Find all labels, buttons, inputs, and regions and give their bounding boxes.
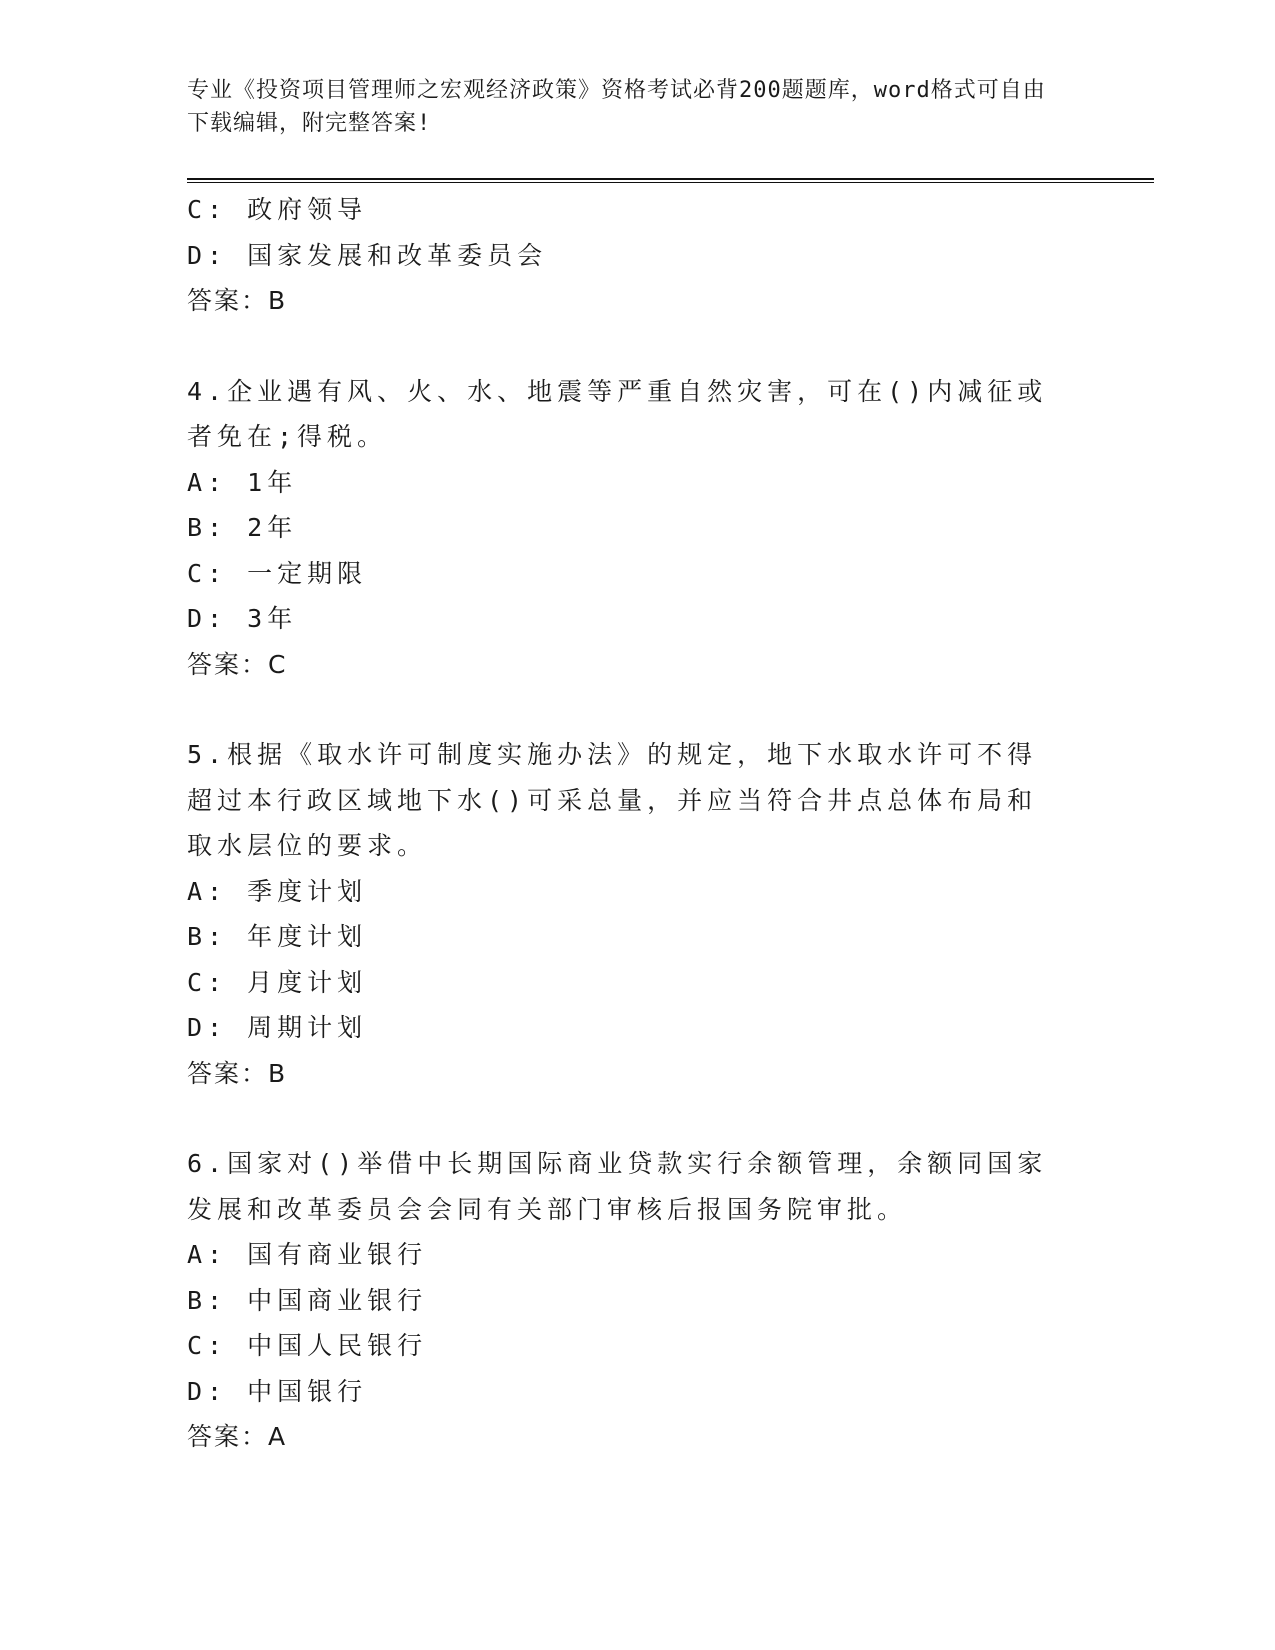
answer-line: 答案：B	[187, 286, 288, 315]
option-c: C: 月度计划	[187, 967, 368, 997]
option-c: C: 一定期限	[187, 558, 368, 588]
option-a: A: 国有商业银行	[187, 1240, 428, 1269]
option-b: B: 中国商业银行	[187, 1285, 428, 1315]
option-b: B: 2年	[187, 513, 298, 542]
answer-line: 答案：C	[187, 649, 288, 679]
question-block-partial	[187, 187, 1067, 324]
answer-line: 答案：A	[187, 1422, 288, 1451]
header-divider	[187, 178, 1154, 183]
option-c: C: 政府领导	[187, 195, 368, 224]
question-stem: 6.国家对()举借中长期国际商业贷款实行余额管理，余额同国家发展和改革委员会会同有关部门审核后报国务院审批。	[187, 1149, 1048, 1224]
document-header: 专业《投资项目管理师之宏观经济政策》资格考试必背200题题库，word格式可自由下载编辑，附完整答案!	[187, 78, 1046, 136]
option-a: A: 1年	[187, 467, 298, 497]
answer-line: 答案：B	[187, 1058, 288, 1088]
option-c: C: 中国人民银行	[187, 1331, 428, 1360]
question-block-5	[187, 732, 1067, 1096]
question-block-6	[187, 1141, 1067, 1460]
option-d: D: 周期计划	[187, 1013, 368, 1042]
option-d: D: 3年	[187, 604, 298, 633]
option-b: B: 年度计划	[187, 922, 368, 951]
question-list	[187, 187, 1067, 1460]
option-a: A: 季度计划	[187, 876, 368, 906]
question-stem: 4.企业遇有风、火、水、地震等严重自然灾害，可在()内减征或者免在;得税。	[187, 376, 1048, 451]
question-stem: 5.根据《取水许可制度实施办法》的规定，地下水取水许可不得超过本行政区域地下水()可采总量，并应当符合井点总体布局和取水层位的要求。	[187, 740, 1038, 860]
option-d: D: 国家发展和改革委员会	[187, 240, 548, 270]
option-d: D: 中国银行	[187, 1376, 368, 1406]
question-block-4	[187, 369, 1067, 688]
